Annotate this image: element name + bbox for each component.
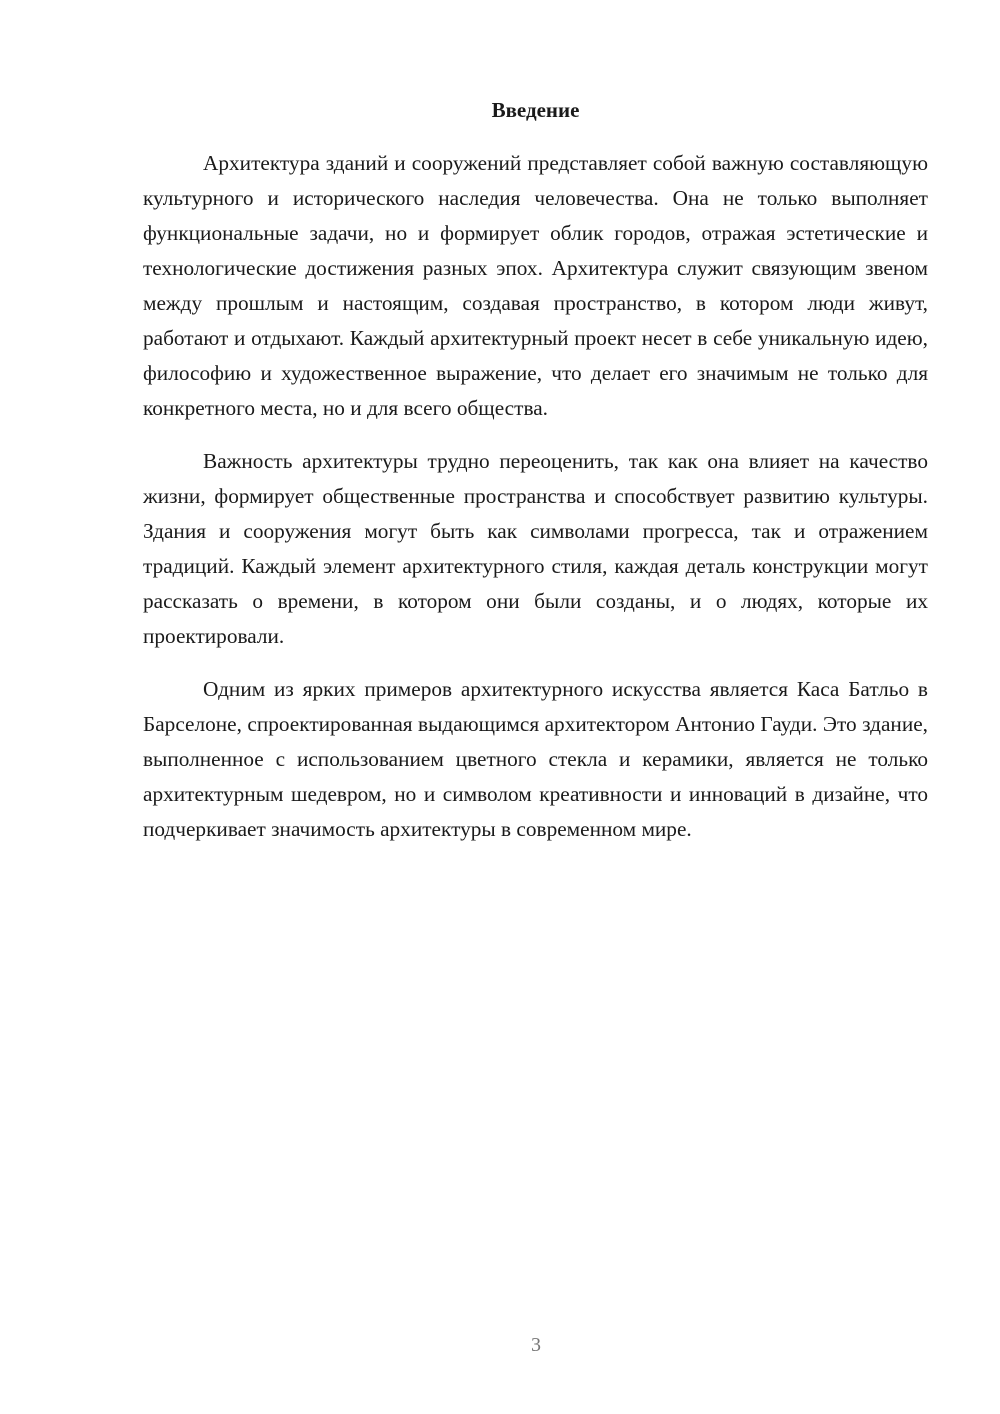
paragraph-1: Архитектура зданий и сооружений представляет собой важную составляющую культурного и исторического наследия человечества. Она не только выполняет функциональные задачи, но и формирует облик городов, отражая эстетические и технологические достижения разных эпох. Архитектура служит связующим звеном между прошлым и настоящим, создавая пространство, в котором люди живут, работают и отдыхают. Каждый архитектурный проект несет в себе уникальную идею, философию и художественное выражение, что делает его значимым не только для конкретного места, но и для всего общества. [143,151,928,420]
paragraph-3: Одним из ярких примеров архитектурного искусства является Каса Батльо в Барселоне, спроектированная выдающимся архитектором Антонио Гауди. Это здание, выполненное с использованием цветного стекла и керамики, является не только архитектурным шедевром, но и символом креативности и инноваций в дизайне, что подчеркивает значимость архитектуры в современном мире. [143,677,928,841]
page-content [143,94,928,865]
paragraph-2: Важность архитектуры трудно переоценить, так как она влияет на качество жизни, формирует общественные пространства и способствует развитию культуры. Здания и сооружения могут быть как символами прогресса, так и отражением традиций. Каждый элемент архитектурного стиля, каждая деталь конструкции могут рассказать о времени, в котором они были созданы, и о людях, которые их проектировали. [143,449,928,648]
page-number: 3 [531,1334,541,1356]
page-title: Введение [491,98,580,122]
